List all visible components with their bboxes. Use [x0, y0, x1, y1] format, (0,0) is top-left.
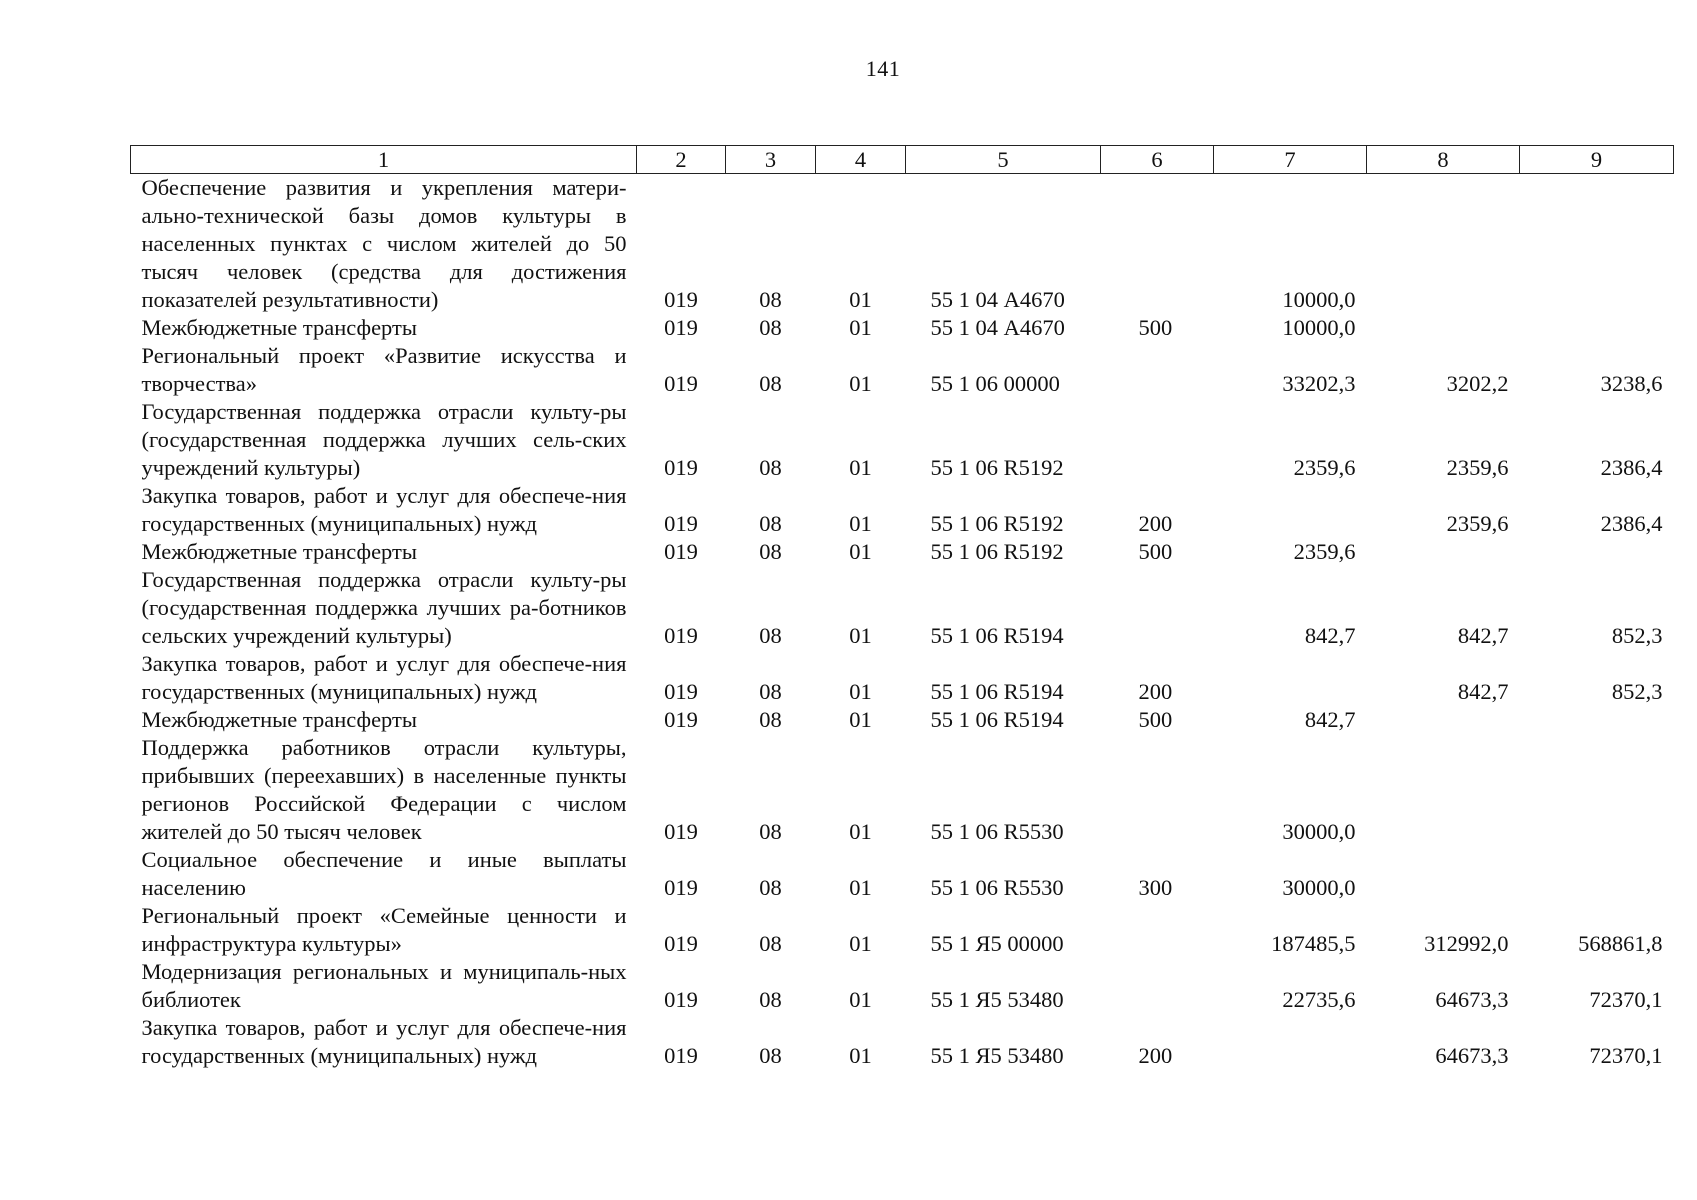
- code-cell-6: [1101, 174, 1214, 315]
- code-cell-3: 08: [759, 707, 782, 732]
- code-cell-4: 01: [849, 1043, 872, 1068]
- amount-cell-8: [1367, 706, 1520, 734]
- amount-cell-9: 72370,1: [1589, 1043, 1663, 1068]
- code-cell-4: 01: [849, 287, 872, 312]
- code-cell-5: 55 1 Я5 53480: [930, 1043, 1064, 1068]
- code-cell-3: 08: [759, 455, 782, 480]
- code-cell-3: 08: [759, 623, 782, 648]
- amount-cell-9: 2386,4: [1600, 511, 1663, 536]
- code-cell-3: 08: [759, 987, 782, 1012]
- code-cell-4: 01: [849, 819, 872, 844]
- code-cell-4: 01: [849, 455, 872, 480]
- amount-cell-7: [1214, 650, 1367, 706]
- code-cell-4: 01: [849, 707, 872, 732]
- code-cell-6: [1101, 734, 1214, 846]
- amount-cell-8: [1367, 846, 1520, 902]
- column-header: 5: [906, 146, 1101, 174]
- code-cell-3: 08: [759, 1043, 782, 1068]
- code-cell-3: 08: [759, 679, 782, 704]
- amount-cell-9: [1520, 314, 1674, 342]
- code-cell-6: 200: [1138, 1043, 1173, 1068]
- code-cell-5: 55 1 06 R5192: [930, 539, 1064, 564]
- amount-cell-7: 22735,6: [1282, 987, 1356, 1012]
- amount-cell-7: [1214, 482, 1367, 538]
- code-cell-4: 01: [849, 987, 872, 1012]
- code-cell-3: 08: [759, 511, 782, 536]
- table-row: [131, 1014, 1674, 1070]
- amount-cell-9: [1520, 734, 1674, 846]
- description-cell: Закупка товаров, работ и услуг для обеспече-ния государственных (муниципальных) нужд: [141, 483, 627, 536]
- code-cell-2: 019: [664, 371, 698, 396]
- code-cell-2: 019: [664, 931, 698, 956]
- amount-cell-8: [1367, 734, 1520, 846]
- code-cell-2: 019: [664, 511, 698, 536]
- amount-cell-7: 187485,5: [1271, 931, 1356, 956]
- code-cell-4: 01: [849, 679, 872, 704]
- table-row: [131, 538, 1674, 566]
- column-header: 3: [726, 146, 816, 174]
- amount-cell-7: 33202,3: [1282, 371, 1356, 396]
- code-cell-6: [1101, 398, 1214, 482]
- code-cell-6: 500: [1138, 315, 1173, 340]
- code-cell-3: 08: [759, 371, 782, 396]
- amount-cell-9: [1520, 174, 1674, 315]
- amount-cell-9: 852,3: [1611, 679, 1663, 704]
- code-cell-5: 55 1 06 R5194: [930, 623, 1064, 648]
- table-row: [131, 566, 1674, 650]
- amount-cell-8: 3202,2: [1446, 371, 1509, 396]
- code-cell-5: 55 1 Я5 53480: [930, 987, 1064, 1012]
- code-cell-6: 200: [1138, 511, 1173, 536]
- code-cell-6: [1101, 342, 1214, 398]
- amount-cell-9: 852,3: [1611, 623, 1663, 648]
- code-cell-5: 55 1 06 R5530: [930, 819, 1064, 844]
- description-cell: Закупка товаров, работ и услуг для обеспече-ния государственных (муниципальных) нужд: [141, 651, 627, 704]
- code-cell-3: 08: [759, 287, 782, 312]
- description-cell: Государственная поддержка отрасли культу-ры (государственная поддержка лучших сель-ских учреждений культуры): [141, 399, 627, 480]
- code-cell-6: 200: [1138, 679, 1173, 704]
- amount-cell-9: 3238,6: [1600, 371, 1663, 396]
- code-cell-6: 300: [1138, 875, 1173, 900]
- code-cell-5: 55 1 Я5 00000: [930, 931, 1064, 956]
- description-cell: Региональный проект «Развитие искусства и творчества»: [141, 343, 627, 396]
- code-cell-3: 08: [759, 539, 782, 564]
- amount-cell-8: 64673,3: [1435, 987, 1509, 1012]
- amount-cell-9: 72370,1: [1589, 987, 1663, 1012]
- amount-cell-9: [1520, 706, 1674, 734]
- code-cell-5: 55 1 04 А4670: [930, 315, 1065, 340]
- table-row: [131, 314, 1674, 342]
- code-cell-2: 019: [664, 287, 698, 312]
- code-cell-5: 55 1 04 А4670: [930, 287, 1065, 312]
- table-row: [131, 958, 1674, 1014]
- page-number: 141: [865, 56, 901, 81]
- code-cell-5: 55 1 06 R5194: [930, 707, 1064, 732]
- column-header: 6: [1101, 146, 1214, 174]
- column-header: 8: [1367, 146, 1520, 174]
- code-cell-4: 01: [849, 511, 872, 536]
- code-cell-4: 01: [849, 539, 872, 564]
- description-cell: Социальное обеспечение и иные выплаты населению: [141, 847, 627, 900]
- amount-cell-9: [1520, 846, 1674, 902]
- table-row: [131, 706, 1674, 734]
- column-header: 1: [131, 146, 637, 174]
- amount-cell-9: [1520, 538, 1674, 566]
- amount-cell-7: 10000,0: [1282, 315, 1356, 340]
- code-cell-2: 019: [664, 1043, 698, 1068]
- description-cell: Межбюджетные трансферты: [141, 707, 417, 732]
- amount-cell-9: 2386,4: [1600, 455, 1663, 480]
- header-row: [131, 146, 1674, 174]
- code-cell-6: [1101, 958, 1214, 1014]
- code-cell-6: 500: [1138, 539, 1173, 564]
- code-cell-2: 019: [664, 875, 698, 900]
- amount-cell-8: [1367, 174, 1520, 315]
- amount-cell-7: 2359,6: [1293, 539, 1356, 564]
- amount-cell-8: [1367, 314, 1520, 342]
- table-row: [131, 734, 1674, 846]
- code-cell-4: 01: [849, 875, 872, 900]
- code-cell-2: 019: [664, 987, 698, 1012]
- code-cell-2: 019: [664, 679, 698, 704]
- code-cell-5: 55 1 06 00000: [930, 371, 1060, 396]
- table-row: [131, 902, 1674, 958]
- code-cell-2: 019: [664, 315, 698, 340]
- amount-cell-7: 30000,0: [1282, 875, 1356, 900]
- amount-cell-8: 64673,3: [1435, 1043, 1509, 1068]
- amount-cell-8: [1367, 538, 1520, 566]
- code-cell-3: 08: [759, 931, 782, 956]
- amount-cell-8: 2359,6: [1446, 511, 1509, 536]
- table-row: [131, 398, 1674, 482]
- amount-cell-7: 10000,0: [1282, 287, 1356, 312]
- description-cell: Региональный проект «Семейные ценности и инфраструктура культуры»: [141, 903, 627, 956]
- column-header: 4: [816, 146, 906, 174]
- code-cell-2: 019: [664, 819, 698, 844]
- description-cell: Поддержка работников отрасли культуры, прибывших (переехавших) в населенные пункты регионов Российской Федерации с числом жителей до 50 тысяч человек: [141, 735, 627, 844]
- code-cell-2: 019: [664, 539, 698, 564]
- amount-cell-8: 312992,0: [1424, 931, 1509, 956]
- code-cell-2: 019: [664, 455, 698, 480]
- code-cell-4: 01: [849, 931, 872, 956]
- amount-cell-7: [1214, 1014, 1367, 1070]
- description-cell: Закупка товаров, работ и услуг для обеспече-ния государственных (муниципальных) нужд: [141, 1015, 627, 1068]
- table-row: [131, 342, 1674, 398]
- amount-cell-7: 842,7: [1304, 707, 1356, 732]
- description-cell: Межбюджетные трансферты: [141, 539, 417, 564]
- code-cell-6: 500: [1138, 707, 1173, 732]
- description-cell: Межбюджетные трансферты: [141, 315, 417, 340]
- amount-cell-8: 2359,6: [1446, 455, 1509, 480]
- amount-cell-7: 30000,0: [1282, 819, 1356, 844]
- description-cell: Обеспечение развития и укрепления матери-ально-технической базы домов культуры в населенных пунктах с числом жителей до 50 тысяч человек (средства для достижения показателей результативности): [141, 175, 627, 312]
- table-row: [131, 650, 1674, 706]
- amount-cell-7: 2359,6: [1293, 455, 1356, 480]
- amount-cell-7: 842,7: [1304, 623, 1356, 648]
- code-cell-3: 08: [759, 819, 782, 844]
- column-header: 7: [1214, 146, 1367, 174]
- amount-cell-8: 842,7: [1457, 623, 1509, 648]
- code-cell-4: 01: [849, 315, 872, 340]
- code-cell-4: 01: [849, 371, 872, 396]
- code-cell-6: [1101, 902, 1214, 958]
- code-cell-3: 08: [759, 315, 782, 340]
- code-cell-6: [1101, 566, 1214, 650]
- code-cell-5: 55 1 06 R5530: [930, 875, 1064, 900]
- description-cell: Государственная поддержка отрасли культу-ры (государственная поддержка лучших ра-ботников сельских учреждений культуры): [141, 567, 627, 648]
- code-cell-2: 019: [664, 707, 698, 732]
- table-row: [131, 174, 1674, 315]
- budget-table: [130, 145, 1674, 1070]
- code-cell-4: 01: [849, 623, 872, 648]
- column-header: 9: [1520, 146, 1674, 174]
- code-cell-5: 55 1 06 R5192: [930, 511, 1064, 536]
- table-row: [131, 846, 1674, 902]
- table-row: [131, 482, 1674, 538]
- column-header: 2: [637, 146, 726, 174]
- code-cell-5: 55 1 06 R5194: [930, 679, 1064, 704]
- code-cell-5: 55 1 06 R5192: [930, 455, 1064, 480]
- code-cell-3: 08: [759, 875, 782, 900]
- amount-cell-9: 568861,8: [1578, 931, 1663, 956]
- amount-cell-8: 842,7: [1457, 679, 1509, 704]
- description-cell: Модернизация региональных и муниципаль-ных библиотек: [141, 959, 627, 1012]
- code-cell-2: 019: [664, 623, 698, 648]
